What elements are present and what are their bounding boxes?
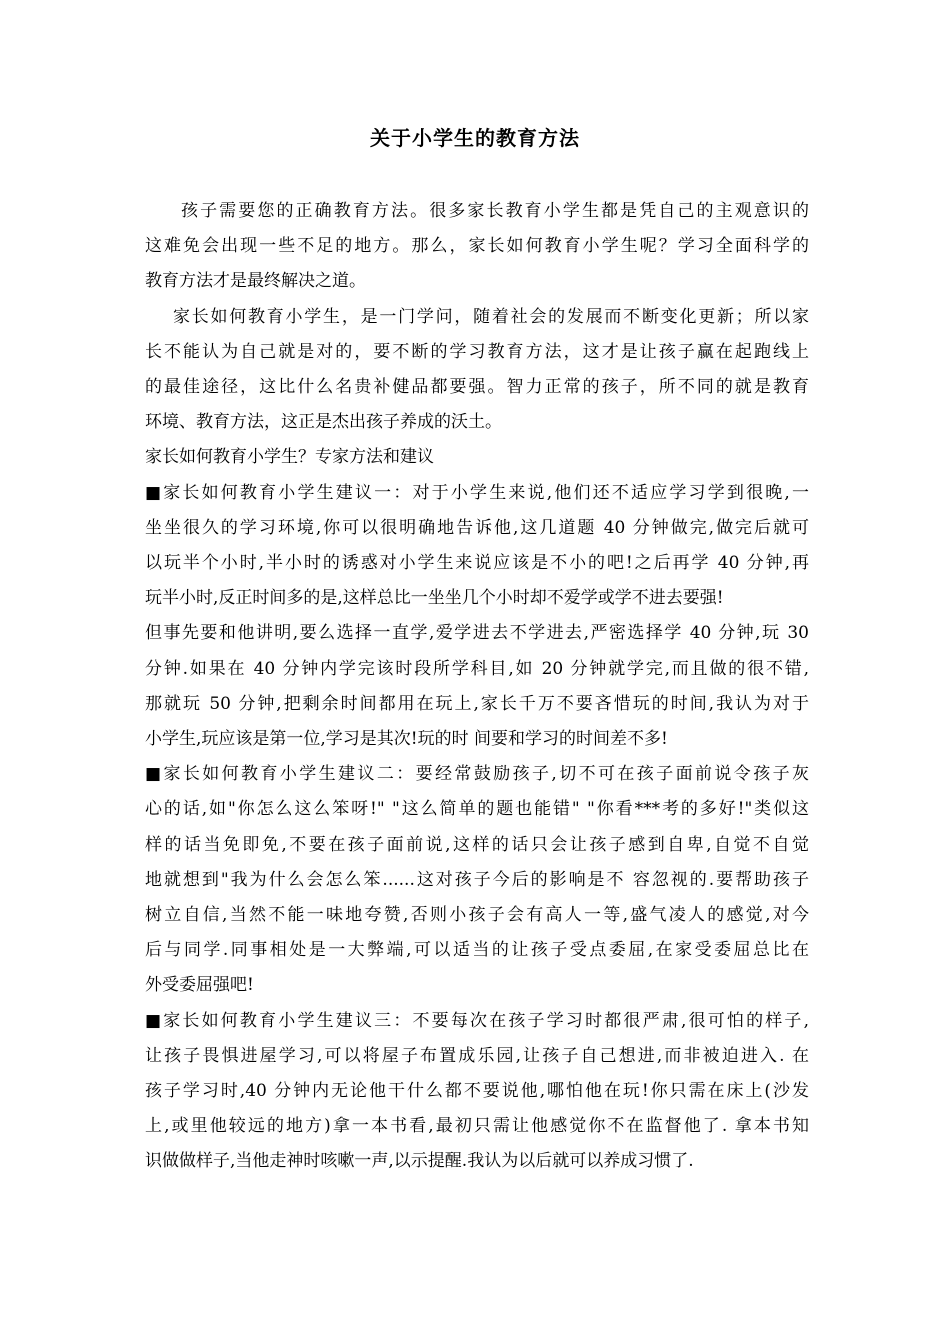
text-line: 但事先要和他讲明,要么选择一直学,爱学进去不学进去,严密选择学 40 分钟,玩 30 [145,623,809,644]
paragraph-suggestion-two [145,757,809,1003]
text-line: 孩子学习时,40 分钟内无论他干什么都不要说他,哪怕他在玩!你只需在床上(沙发 [145,1081,809,1102]
text-line: 上,或里他较远的地方)拿一本书看,最初只需让他感觉你不在监督他了. 拿本书知 [145,1116,809,1137]
text-line: 教育方法才是最终解决之道。 [145,271,366,292]
text-line: 那就玩 50 分钟,把剩余时间都用在玩上,家长千万不要吝惜玩的时间,我认为对于 [145,693,809,714]
paragraph-suggestion-one [145,476,809,758]
section-heading [145,440,809,475]
text-line: 家长如何教育小学生，是一门学问，随着社会的发展而不断变化更新；所以家 [173,306,809,327]
text-line: 心的话,如"你怎么这么笨呀!" "这么简单的题也能错" "你看***考的多好!"类似这 [145,799,809,820]
text-line: 小学生,玩应该是第一位,学习是其次!玩的时 间要和学习的时间差不多! [145,729,668,750]
text-line: 后与同学.同事相处是一大弊端,可以适当的让孩子受点委屈,在家受委屈总比在 [145,940,809,961]
text-line: 样的话当免即免,不要在孩子面前说,这样的话只会让孩子感到自卑,自觉不自觉 [145,834,809,855]
document-title: 关于小学生的教育方法 [370,126,580,150]
text-line: 外受委屈强吧! [145,975,254,996]
text-line: 坐坐很久的学习环境,你可以很明确地告诉他,这几道题 40 分钟做完,做完后就可 [145,517,809,538]
text-line: 环境、教育方法，这正是杰出孩子养成的沃土。 [145,412,502,433]
text-line: ■家长如何教育小学生建议一：对于小学生来说,他们还不适应学习学到很晚,一 [145,482,809,503]
text-line: 这难免会出现一些不足的地方。那么，家长如何教育小学生呢？学习全面科学的 [145,236,809,257]
text-line: 玩半小时,反正时间多的是,这样总比一坐坐几个小时却不爱学或学不进去要强! [145,588,724,609]
text-line: 分钟.如果在 40 分钟内学完该时段所学科目,如 20 分钟就学完,而且做的很不错, [145,658,809,679]
document-body [145,194,809,1180]
text-line: 以玩半个小时,半小时的诱惑对小学生来说应该是不小的吧!之后再学 40 分钟,再 [145,553,809,574]
text-line: 家长如何教育小学生？专家方法和建议 [145,447,434,468]
text-line: ■家长如何教育小学生建议二：要经常鼓励孩子,切不可在孩子面前说令孩子灰 [145,764,809,785]
text-line: 孩子需要您的正确教育方法。很多家长教育小学生都是凭自己的主观意识的 [181,201,809,221]
paragraph-suggestion-three [145,1004,809,1180]
text-line: 长不能认为自己就是对的，要不断的学习教育方法，这才是让孩子赢在起跑线上 [145,341,809,362]
paragraph-intro [145,194,809,300]
text-line: 的最佳途径，这比什么名贵补健品都要强。智力正常的孩子，所不同的就是教育 [145,377,809,398]
text-line: 识做做样子,当他走神时咳嗽一声,以示提醒.我认为以后就可以养成习惯了. [145,1151,694,1172]
text-line: 地就想到"我为什么会怎么笨......这对孩子今后的影响是不 容忽视的.要帮助孩子 [145,869,809,890]
text-line: 树立自信,当然不能一味地夸赞,否则小孩子会有高人一等,盛气凌人的感觉,对今 [145,905,809,926]
paragraph-parenting [145,300,809,441]
text-line: ■家长如何教育小学生建议三：不要每次在孩子学习时都很严肃,很可怕的样子, [145,1010,809,1031]
text-line: 让孩子畏惧进屋学习,可以将屋子布置成乐园,让孩子自己想进,而非被迫进入. 在 [145,1045,809,1066]
